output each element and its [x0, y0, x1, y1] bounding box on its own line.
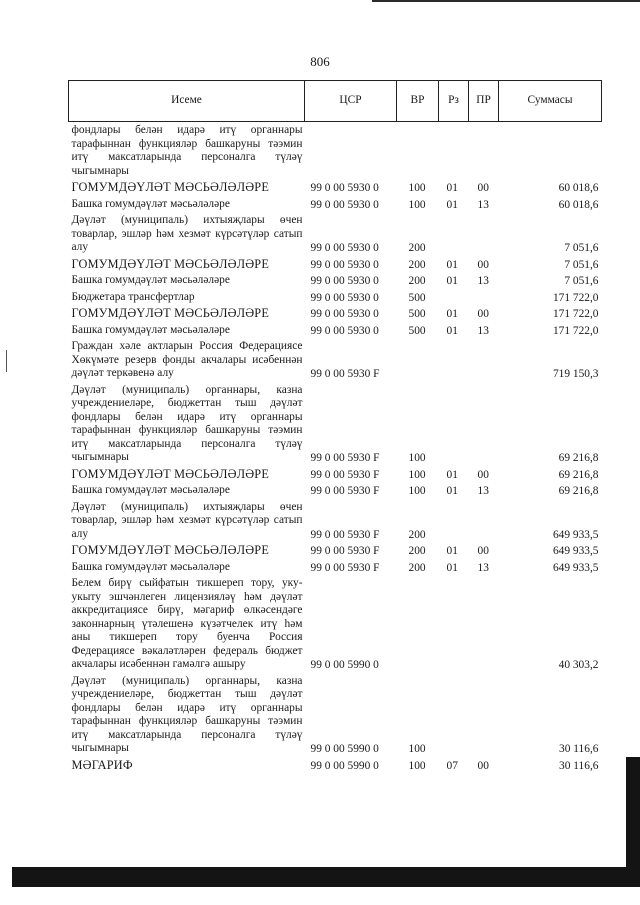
table-row: [69, 499, 602, 543]
cell-pr: [469, 212, 499, 256]
cell-csr: 99 0 00 5930 0: [310, 308, 379, 320]
table-row: [69, 179, 602, 196]
cell-pr: [469, 673, 499, 757]
table-row: [69, 466, 602, 483]
table-row: [69, 272, 602, 289]
cell-csr: 99 0 00 5930 F: [310, 561, 380, 574]
cell-csr: 99 0 00 5930 0: [310, 275, 379, 287]
table-row: [69, 212, 602, 256]
cell-pr: 00: [477, 182, 489, 194]
cell-pr: 13: [477, 198, 489, 211]
cell-pr: 00: [477, 759, 489, 772]
page-number: 806: [310, 54, 330, 69]
cell-pr: [469, 575, 499, 673]
cell-vr: 100: [408, 198, 426, 211]
cell-pr: [469, 289, 499, 306]
cell-pr: 13: [477, 324, 489, 337]
cell-pr: 13: [477, 485, 489, 497]
cell-vr: 100: [408, 485, 426, 497]
cell-sum: 60 018,6: [558, 182, 599, 194]
cell-sum: 7 051,6: [564, 275, 599, 287]
cell-name: ГОМУМДӘҮЛӘТ МӘСЬӘЛӘЛӘРЕ: [71, 180, 270, 194]
cell-csr: 99 0 00 5990 0: [310, 659, 379, 671]
cell-csr: 99 0 00 5930 F: [310, 528, 380, 541]
column-header-rz: Рз: [439, 81, 469, 122]
cell-sum: 7 051,6: [564, 242, 599, 254]
cell-csr: 99 0 00 5990 0: [310, 759, 379, 772]
cell-rz: 07: [446, 759, 458, 772]
table-row: [69, 542, 602, 559]
cell-vr: [397, 122, 439, 180]
cell-vr: 200: [408, 528, 426, 541]
column-header-vr: ВР: [397, 81, 439, 122]
cell-csr: 99 0 00 5930 0: [310, 242, 379, 254]
cell-rz: [439, 289, 469, 306]
cell-sum: 171 722,0: [552, 291, 599, 304]
cell-rz: 01: [446, 324, 458, 337]
cell-name: ГОМУМДӘҮЛӘТ МӘСЬӘЛӘЛӘРЕ: [71, 306, 270, 320]
table-row: [69, 122, 602, 180]
column-header-csr: ЦСР: [305, 81, 397, 122]
table-row: [69, 482, 602, 499]
cell-csr: 99 0 00 5930 F: [310, 485, 380, 497]
cell-rz: 01: [446, 182, 458, 194]
budget-table: [68, 80, 602, 773]
scan-top-edge: [372, 0, 640, 2]
cell-rz: [439, 499, 469, 543]
cell-name: фондлары белән идарә итү органнары тарафыннан функцияләр башкаруны тәэмин итү максатларында персоналга түләү чыгымнары: [71, 124, 303, 177]
cell-csr: 99 0 00 5930 0: [310, 324, 379, 337]
cell-name: Башка гомумдәүләт мәсьәләләре: [71, 484, 230, 496]
cell-vr: 100: [408, 182, 426, 194]
cell-vr: 500: [408, 308, 426, 320]
scan-bottom-edge: [12, 867, 640, 887]
cell-pr: 13: [477, 561, 489, 574]
table-row: [69, 382, 602, 466]
cell-sum: 40 303,2: [558, 659, 599, 671]
cell-pr: [469, 382, 499, 466]
cell-sum: [499, 122, 602, 180]
table-row: [69, 322, 602, 339]
cell-rz: 01: [446, 258, 458, 271]
cell-csr: 99 0 00 5930 0: [310, 182, 379, 194]
table-row: [69, 256, 602, 273]
cell-vr: 200: [408, 242, 426, 254]
column-header-pr: ПР: [469, 81, 499, 122]
table-row: [69, 305, 602, 322]
cell-rz: 01: [446, 308, 458, 320]
cell-sum: 60 018,6: [558, 198, 599, 211]
cell-name: Дәүләт (муниципаль) ихтыяҗлары өчен товарлар, эшләр һәм хезмәт күрсәтүләр сатып алу: [71, 214, 303, 253]
cell-csr: 99 0 00 5930 F: [310, 368, 380, 380]
cell-sum: 30 116,6: [559, 743, 599, 755]
cell-pr: 00: [477, 468, 489, 481]
cell-name: Башка гомумдәүләт мәсьәләләре: [71, 197, 230, 210]
cell-pr: 13: [477, 275, 489, 287]
cell-name: Белем бирү сыйфатын тикшереп тору, уку-укыту эшчәнлеген лицензияләү һәм дәүләт аккредитациясе бирү, мәгариф өлкәсендәге законнарның үтәлешенә күзәтчелек итү һәм аны тикшереп тору буенча Россия Федерациясе вәкаләтләрен федераль бюджет акчалары исәбеннән гамәлгә ашыру: [71, 577, 303, 670]
table-row: [69, 757, 602, 774]
cell-vr: 500: [408, 324, 426, 337]
cell-pr: 00: [477, 258, 489, 271]
cell-vr: 200: [408, 545, 426, 557]
table-row: [69, 575, 602, 673]
cell-name: Дәүләт (муниципаль) органнары, казна учреждениеләре, бюджеттан тыш дәүләт фондлары белән идарә итү органнары тарафыннан функцияләр башкаруны тәэмин итү максатларында персоналга түләү чыгымнары: [71, 383, 303, 463]
cell-sum: 7 051,6: [564, 258, 599, 271]
cell-pr: 00: [477, 545, 489, 557]
cell-vr: 100: [408, 468, 426, 481]
cell-sum: 719 150,3: [552, 368, 599, 380]
cell-pr: [469, 122, 499, 180]
cell-rz: [439, 575, 469, 673]
scan-right-edge: [626, 757, 640, 887]
cell-sum: 649 933,5: [552, 528, 599, 541]
cell-sum: 649 933,5: [552, 561, 599, 574]
cell-name: ГОМУМДӘҮЛӘТ МӘСЬӘЛӘЛӘРЕ: [71, 543, 270, 557]
column-header-name: Исеме: [69, 81, 305, 122]
table-header-row: [69, 81, 602, 122]
cell-vr: 500: [408, 291, 426, 304]
cell-rz: [439, 212, 469, 256]
scan-left-mark: [6, 350, 7, 372]
cell-name: Граждан хәле актларын Россия Федерациясе Хөкүмәте резерв фонды акчалары исәбеннән дәүләт теркәвенә алу: [71, 340, 303, 379]
cell-vr: 100: [408, 743, 426, 755]
cell-csr: 99 0 00 5930 0: [310, 291, 379, 304]
cell-csr: [305, 122, 397, 180]
cell-rz: 01: [446, 561, 458, 574]
cell-csr: 99 0 00 5930 0: [310, 258, 379, 271]
table-row: [69, 289, 602, 306]
cell-vr: 100: [408, 452, 426, 464]
cell-name: Башка гомумдәүләт мәсьәләләре: [71, 323, 230, 336]
cell-vr: 200: [408, 561, 426, 574]
cell-sum: 171 722,0: [552, 324, 599, 337]
cell-rz: 01: [446, 485, 458, 497]
cell-rz: 01: [446, 275, 458, 287]
table-row: [69, 559, 602, 576]
cell-csr: 99 0 00 5930 F: [310, 468, 380, 481]
cell-rz: [439, 382, 469, 466]
column-header-sum: Суммасы: [499, 81, 602, 122]
cell-pr: [469, 338, 499, 382]
cell-csr: 99 0 00 5990 0: [310, 743, 379, 755]
cell-name: Дәүләт (муниципаль) органнары, казна учреждениеләре, бюджеттан тыш дәүләт фондлары белән идарә итү органнары тарафыннан функцияләр башкаруны тәэмин итү максатларында персоналга түләү чыгымнары: [71, 674, 303, 754]
cell-vr: 200: [408, 275, 426, 287]
cell-sum: 30 116,6: [559, 759, 599, 772]
table-row: [69, 673, 602, 757]
cell-rz: 01: [446, 198, 458, 211]
cell-rz: [439, 122, 469, 180]
cell-name: Бюджетара трансфертлар: [71, 290, 195, 303]
cell-vr: 200: [408, 258, 426, 271]
cell-rz: [439, 673, 469, 757]
cell-csr: 99 0 00 5930 F: [310, 545, 380, 557]
cell-sum: 69 216,8: [558, 468, 599, 481]
cell-name: ГОМУМДӘҮЛӘТ МӘСЬӘЛӘЛӘРЕ: [71, 466, 270, 481]
cell-vr: [397, 338, 439, 382]
cell-pr: 00: [477, 308, 489, 320]
cell-vr: [397, 575, 439, 673]
table-row: [69, 338, 602, 382]
cell-sum: 649 933,5: [552, 545, 599, 557]
cell-csr: 99 0 00 5930 F: [310, 452, 380, 464]
cell-name: Башка гомумдәүләт мәсьәләләре: [71, 560, 230, 573]
cell-name: Дәүләт (муниципаль) ихтыяҗлары өчен товарлар, эшләр һәм хезмәт күрсәтүләр сатып алу: [71, 500, 303, 540]
cell-rz: 01: [446, 545, 458, 557]
cell-sum: 171 722,0: [552, 308, 599, 320]
cell-name: ГОМУМДӘҮЛӘТ МӘСЬӘЛӘЛӘРЕ: [71, 256, 270, 271]
cell-csr: 99 0 00 5930 0: [310, 198, 379, 211]
cell-name: Башка гомумдәүләт мәсьәләләре: [71, 274, 230, 286]
cell-sum: 69 216,8: [558, 485, 599, 497]
cell-pr: [469, 499, 499, 543]
table-row: [69, 196, 602, 213]
cell-vr: 100: [408, 759, 426, 772]
cell-rz: [439, 338, 469, 382]
cell-name: МӘГАРИФ: [71, 757, 133, 772]
cell-rz: 01: [446, 468, 458, 481]
cell-sum: 69 216,8: [558, 452, 599, 464]
